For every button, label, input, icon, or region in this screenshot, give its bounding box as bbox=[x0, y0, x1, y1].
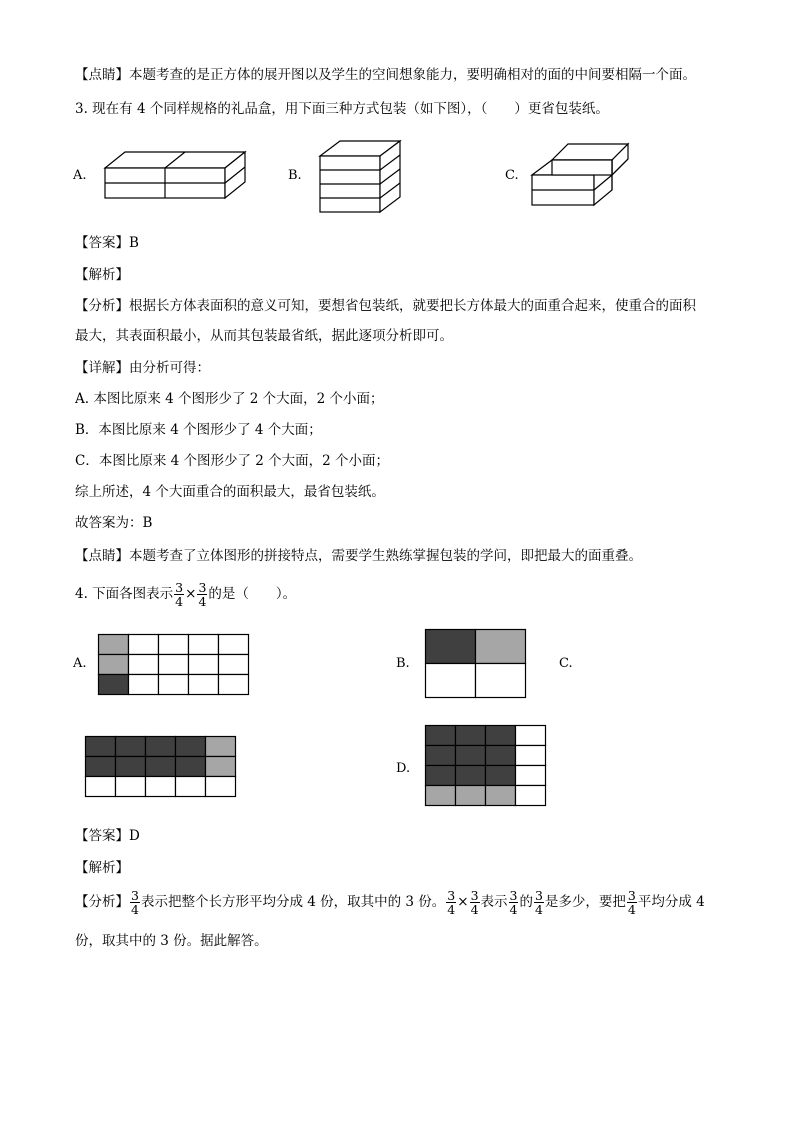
q3-option-c-figure bbox=[530, 142, 632, 210]
q3-option-a-figure bbox=[105, 150, 247, 200]
grid-cell bbox=[476, 664, 526, 698]
q4-question bbox=[75, 574, 296, 614]
q4-fenxi-frac-6-num: 3 bbox=[627, 888, 636, 903]
q4-times-sign: × bbox=[185, 586, 197, 602]
grid-cell bbox=[86, 757, 116, 777]
q3-xiangjie: 【详解】由分析可得： bbox=[75, 360, 210, 376]
grid-cell bbox=[129, 635, 159, 655]
q4-fenxi-frac-5-den: 4 bbox=[534, 902, 543, 917]
q3-summary: 综上所述，4 个大面重合的面积最大，最省包装纸。 bbox=[75, 484, 385, 500]
q4-frac-a-num: 3 bbox=[175, 580, 184, 595]
q4-fenxi-frac-6 bbox=[627, 889, 637, 916]
grid-cell bbox=[426, 664, 476, 698]
q4-fenxi-frac-1 bbox=[130, 889, 140, 916]
grid-cell bbox=[86, 737, 116, 757]
grid-cell bbox=[116, 737, 146, 757]
q4-fenxi-line-1 bbox=[75, 882, 705, 922]
q4-fenxi-frac-3 bbox=[470, 889, 480, 916]
q4-fenxi-frac-2-num: 3 bbox=[447, 888, 456, 903]
grid-cell bbox=[206, 777, 236, 797]
grid-cell bbox=[176, 777, 206, 797]
q4-question-prefix: 4. 下面各图表示 bbox=[75, 586, 174, 602]
q4-option-b-label: B. bbox=[396, 656, 410, 671]
grid-cell bbox=[99, 675, 129, 695]
grid-cell bbox=[426, 746, 456, 766]
q4-fenxi-times: × bbox=[457, 894, 469, 910]
q4-fenxi-text-3: 的 bbox=[519, 894, 533, 910]
q4-frac-a-den: 4 bbox=[175, 594, 184, 609]
q3-fenxi-line-2: 最大，其表面积最小，从而其包装最省纸，据此逐项分析即可。 bbox=[75, 328, 453, 344]
grid-cell bbox=[129, 655, 159, 675]
grid-cell bbox=[189, 675, 219, 695]
q4-fenxi-text-4: 是多少，要把 bbox=[544, 894, 626, 910]
grid-cell bbox=[116, 757, 146, 777]
q3-detail-b: B．本图比原来 4 个图形少了 4 个大面； bbox=[75, 422, 322, 438]
q4-frac-b-num: 3 bbox=[198, 580, 207, 595]
grid-cell bbox=[516, 726, 546, 746]
grid-cell bbox=[99, 635, 129, 655]
grid-cell bbox=[219, 635, 249, 655]
q4-option-c-grid bbox=[85, 736, 236, 797]
q4-fenxi-text-2: 表示 bbox=[480, 894, 508, 910]
q4-option-b-grid bbox=[425, 629, 527, 699]
grid-cell bbox=[206, 757, 236, 777]
q4-option-d-label: D. bbox=[396, 761, 411, 776]
grid-cell bbox=[456, 786, 486, 806]
q4-option-d-grid bbox=[425, 725, 546, 806]
q4-answer: 【答案】D bbox=[75, 828, 140, 844]
q3-option-c-label: C. bbox=[505, 168, 519, 183]
q4-fenxi-frac-6-den: 4 bbox=[627, 902, 636, 917]
q4-fenxi-frac-2 bbox=[446, 889, 456, 916]
q3-option-b-figure bbox=[320, 140, 402, 214]
q4-fenxi-frac-2-den: 4 bbox=[447, 902, 456, 917]
q4-option-c-label: C. bbox=[559, 656, 573, 671]
q4-fenxi-frac-4-num: 3 bbox=[509, 888, 518, 903]
q3-analysis-label: 【解析】 bbox=[75, 267, 129, 283]
q3-detail-a: A. 本图比原来 4 个图形少了 2 个大面，2 个小面； bbox=[75, 391, 384, 407]
grid-cell bbox=[456, 766, 486, 786]
grid-cell bbox=[426, 766, 456, 786]
q4-question-suffix: 的是（ ）。 bbox=[208, 586, 297, 602]
q4-option-a-label: A. bbox=[73, 656, 87, 671]
q4-fraction-b bbox=[197, 581, 207, 608]
grid-cell bbox=[146, 777, 176, 797]
grid-cell bbox=[516, 786, 546, 806]
q3-detail-c: C．本图比原来 4 个图形少了 2 个大面，2 个小面； bbox=[75, 453, 390, 469]
q4-fenxi-frac-3-den: 4 bbox=[470, 902, 479, 917]
grid-cell bbox=[129, 675, 159, 695]
grid-cell bbox=[99, 655, 129, 675]
q4-fenxi-label: 【分析】 bbox=[75, 894, 129, 910]
grid-cell bbox=[516, 746, 546, 766]
grid-cell bbox=[86, 777, 116, 797]
grid-cell bbox=[219, 675, 249, 695]
q4-fenxi-frac-5 bbox=[534, 889, 544, 916]
grid-cell bbox=[159, 635, 189, 655]
q4-analysis-label: 【解析】 bbox=[75, 860, 129, 876]
grid-cell bbox=[116, 777, 146, 797]
q4-fenxi-frac-4-den: 4 bbox=[509, 902, 518, 917]
grid-cell bbox=[146, 757, 176, 777]
q3-fenxi-line-1: 【分析】根据长方体表面积的意义可知，要想省包装纸，就要把长方体最大的面重合起来，使重合的面积 bbox=[75, 298, 696, 314]
q3-question: 3. 现在有 4 个同样规格的礼品盒，用下面三种方式包装（如下图），（ ）更省包装纸。 bbox=[75, 101, 609, 117]
grid-cell bbox=[146, 737, 176, 757]
grid-cell bbox=[476, 630, 526, 664]
q4-option-a-grid bbox=[98, 634, 249, 695]
q3-final-answer: 故答案为：B bbox=[75, 515, 153, 531]
grid-cell bbox=[426, 630, 476, 664]
grid-cell bbox=[189, 635, 219, 655]
grid-cell bbox=[219, 655, 249, 675]
q4-fenxi-line-2: 份，取其中的 3 份。据此解答。 bbox=[75, 933, 268, 949]
grid-cell bbox=[159, 675, 189, 695]
q4-fenxi-frac-4 bbox=[509, 889, 519, 916]
grid-cell bbox=[486, 746, 516, 766]
grid-cell bbox=[456, 746, 486, 766]
grid-cell bbox=[426, 786, 456, 806]
q4-fenxi-frac-1-num: 3 bbox=[131, 888, 139, 903]
q4-fenxi-text-5: 平均分成 4 bbox=[637, 894, 705, 910]
q3-option-b-label: B. bbox=[288, 168, 302, 183]
q4-fenxi-frac-5-num: 3 bbox=[534, 888, 543, 903]
grid-cell bbox=[426, 726, 456, 746]
q4-fenxi-frac-1-den: 4 bbox=[131, 902, 139, 917]
grid-cell bbox=[176, 757, 206, 777]
q4-fenxi-frac-3-num: 3 bbox=[470, 888, 479, 903]
q3-answer: 【答案】B bbox=[75, 235, 139, 251]
grid-cell bbox=[159, 655, 189, 675]
grid-cell bbox=[486, 726, 516, 746]
grid-cell bbox=[456, 726, 486, 746]
grid-cell bbox=[189, 655, 219, 675]
grid-cell bbox=[486, 766, 516, 786]
top-dianjing-note: 【点睛】本题考查的是正方体的展开图以及学生的空间想象能力，要明确相对的面的中间要相隔一个面。 bbox=[75, 67, 696, 83]
q4-fenxi-text-1: 表示把整个长方形平均分成 4 份，取其中的 3 份。 bbox=[140, 894, 446, 910]
grid-cell bbox=[486, 786, 516, 806]
q4-frac-b-den: 4 bbox=[198, 594, 207, 609]
q3-dianjing: 【点睛】本题考查了立体图形的拼接特点，需要学生熟练掌握包装的学问，即把最大的面重叠。 bbox=[75, 548, 642, 564]
q4-fraction-a bbox=[174, 581, 184, 608]
grid-cell bbox=[206, 737, 236, 757]
q3-option-a-label: A. bbox=[73, 168, 87, 183]
grid-cell bbox=[516, 766, 546, 786]
grid-cell bbox=[176, 737, 206, 757]
